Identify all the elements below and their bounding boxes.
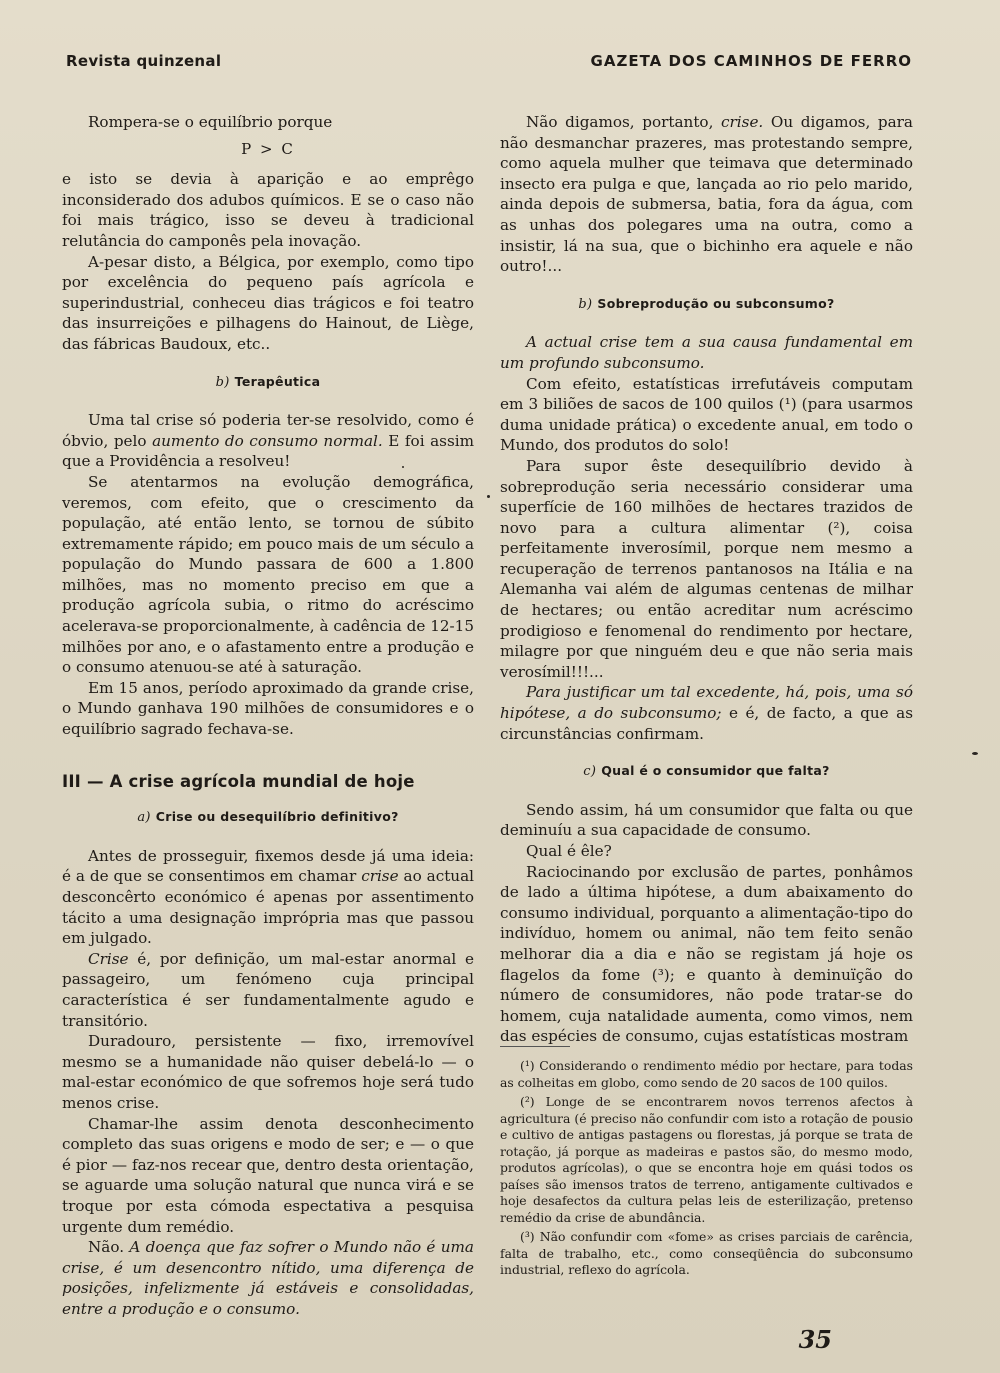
subheading-crise [62,807,474,829]
paragraph: Não digamos, portanto, crise. Ou digamos, para não desmanchar prazeres, mas protestando sempre, como aquela mulher que teimava que determinado insecto era pulga e que, lançada ao rio pelo marido, ainda depois de submersa, batia, fora da água, com as unhas dos polegares uma na outra, como a insistir, lá na sua, que o bichinho era aquele e não outro!... [500,113,913,276]
paragraph: Duradouro, persistente — fixo, irremovível mesmo se a humanidade não quiser debelá-lo — o mal-estar económico de que sofremos hoje será tudo menos crise. [62,1032,474,1112]
paragraph: Em 15 anos, período aproximado da grande crise, o Mundo ganhava 190 milhões de consumidores e o equilíbrio sagrado fechava-se. [62,678,474,739]
subheading-text: Sobreprodução ou subconsumo? [597,295,835,311]
paragraph: Não. A doença que faz sofrer o Mundo não é uma crise, é um desencontro nítido, uma diferença de posições, infelizmente já estáveis e consolidadas, entre a produção e o consumo. [62,1238,474,1318]
footnote: (¹) Considerando o rendimento médio por hectare, para todas as colheitas em globo, como sendo de 20 sacos de 100 quilos. [500,1058,913,1090]
paragraph: Com efeito, estatísticas irrefutáveis computam em 3 biliões de sacos de 100 quilos (¹) (para usarmos duma unidade prática) o excedente anual, em todo o Mundo, dos produtos do solo! [500,374,913,455]
formula: P > C [241,139,295,158]
header-right: GAZETA DOS CAMINHOS DE FERRO [590,52,912,70]
subheading-sobreproducao [500,294,913,316]
paragraph: Para justificar um tal excedente, há, pois, uma só hipótese, a do subconsumo; e é, de facto, a que as circunstâncias confirmam. [500,683,913,743]
paragraph: Chamar-lhe assim denota desconhecimento completo das suas origens e modo de ser; e — o que é pior — faz-nos recear que, dentro desta orientação, se aguarde uma solução natural que nunca virá e se troque por esta cómoda espectativa a pesquisa urgente dum remédio. [62,1114,474,1236]
subheading-label: a) [137,810,151,826]
paragraph: Sendo assim, há um consumidor que falta ou que deminuíu a sua capacidade de consumo. [500,800,913,840]
running-header [66,52,912,76]
left-column [62,112,474,1319]
subheading-text: Qual é o consumidor que falta? [601,763,830,779]
page-number: 35 [798,1325,832,1354]
footnote-divider [500,1046,570,1047]
paragraph: e isto se devia à aparição e ao emprêgo inconsiderado dos adubos químicos. E se o caso não foi mais trágico, isso se deveu à tradicional relutância do camponês pela inovação. [62,170,474,250]
subheading-label: b) [578,296,593,312]
paragraph: Raciocinando por exclusão de partes, ponhâmos de lado a última hipótese, a dum abaixamento do consumo individual, porquanto a alimentação-tipo do indivíduo, homem ou animal, não tem feito senão melhorar dia a dia e não se registam já hoje os flagelos da fome (³); e quanto à deminuïção do número de consumidores, não pode tratar-se do homem, cuja natalidade aumenta, como vimos, nem das espécies de consumo, cujas estatísticas mostram [500,862,913,1046]
subheading-terapeutica [62,372,474,394]
print-speck [487,495,490,498]
paragraph: Crise é, por definição, um mal-estar anormal e passageiro, um fenómeno cuja principal característica é ser fundamentalmente agudo e transitório. [62,949,474,1030]
footnotes [500,1058,913,1282]
paragraph: Qual é êle? [526,842,612,860]
section-title: III — A crise agrícola mundial de hoje [62,771,415,791]
print-speck [402,466,404,468]
subheading-label: b) [215,374,230,390]
paragraph: Antes de prosseguir, fixemos desde já uma ideia: é a de que se consentimos em chamar crise ao actual desconcêrto económico é apenas por assentimento tácito a uma designação imprópria mas que passou em julgado. [62,846,475,948]
paragraph: Se atentarmos na evolução demográfica, veremos, com efeito, que o crescimento da população, até então lento, se tornou de súbito extremamente rápido; em pouco mais de um século a população do Mundo passara de 600 a 1.800 milhões, mas no momento preciso em que a produção agrícola subia, o ritmo do acréscimo acelerava-se proporcionalmente, à cadência de 12-15 milhões por ano, e o afastamento entre a produção e o consumo atenuou-se até à saturação. [62,472,474,677]
paragraph: A actual crise tem a sua causa fundamental em um profundo subconsumo. [500,333,913,372]
header-left: Revista quinzenal [66,52,222,70]
subheading-consumidor [500,761,913,783]
paragraph: A-pesar disto, a Bélgica, por exemplo, como tipo por excelência do pequeno país agrícola e superindustrial, conheceu dias trágicos e foi teatro das insurreições e pilhagens do Hainout, de Liège, das fábricas Baudoux, etc.. [62,252,474,353]
subheading-text: Terapêutica [234,373,321,389]
footnote: (²) Longe de se encontrarem novos terrenos afectos à agricultura (é preciso não confundir com isto a rotação de pousio e cultivo de antigas pastagens ou florestas, já porque se trata de rotação, já porque as madeiras e pastos são, do mesmo modo, produtos agrícolas), o que se encontra hoje em quási todos os países são imensos tratos de terreno, antigamente cultivados e hoje desafectos da cultura pelas leis de esterilização, pretenso remédio da crise de abundância. [500,1094,913,1225]
paragraph: Para supor êste desequilíbrio devido à sobreprodução seria necessário considerar uma superfície de 160 milhões de hectares trazidos de novo para a cultura alimentar (²), coisa perfeitamente inverosímil, porque nem mesmo a recuperação de terrenos pantanosos na Itália e na Alemanha vai além de algumas centenas de milhar de hectares; ou então acreditar num acréscimo prodigioso e fenomenal do rendimento por hectare, milagre por que ninguém deu e que não seria mais verosímil!!!... [500,456,913,681]
paragraph: Uma tal crise só poderia ter-se resolvido, como é óbvio, pelo aumento do consumo normal. E foi assim que a Providência a resolveu! [62,411,475,471]
paragraph: Rompera-se o equilíbrio porque [88,113,333,131]
subheading-text: Crise ou desequilíbrio definitivo? [155,809,399,825]
footnote: (³) Não confundir com «fome» as crises parciais de carência, falta de trabalho, etc., como conseqüência do subconsumo industrial, reflexo do agrícola. [500,1229,913,1277]
print-speck [972,752,978,755]
right-column [500,112,913,1047]
subheading-label: c) [583,764,597,780]
